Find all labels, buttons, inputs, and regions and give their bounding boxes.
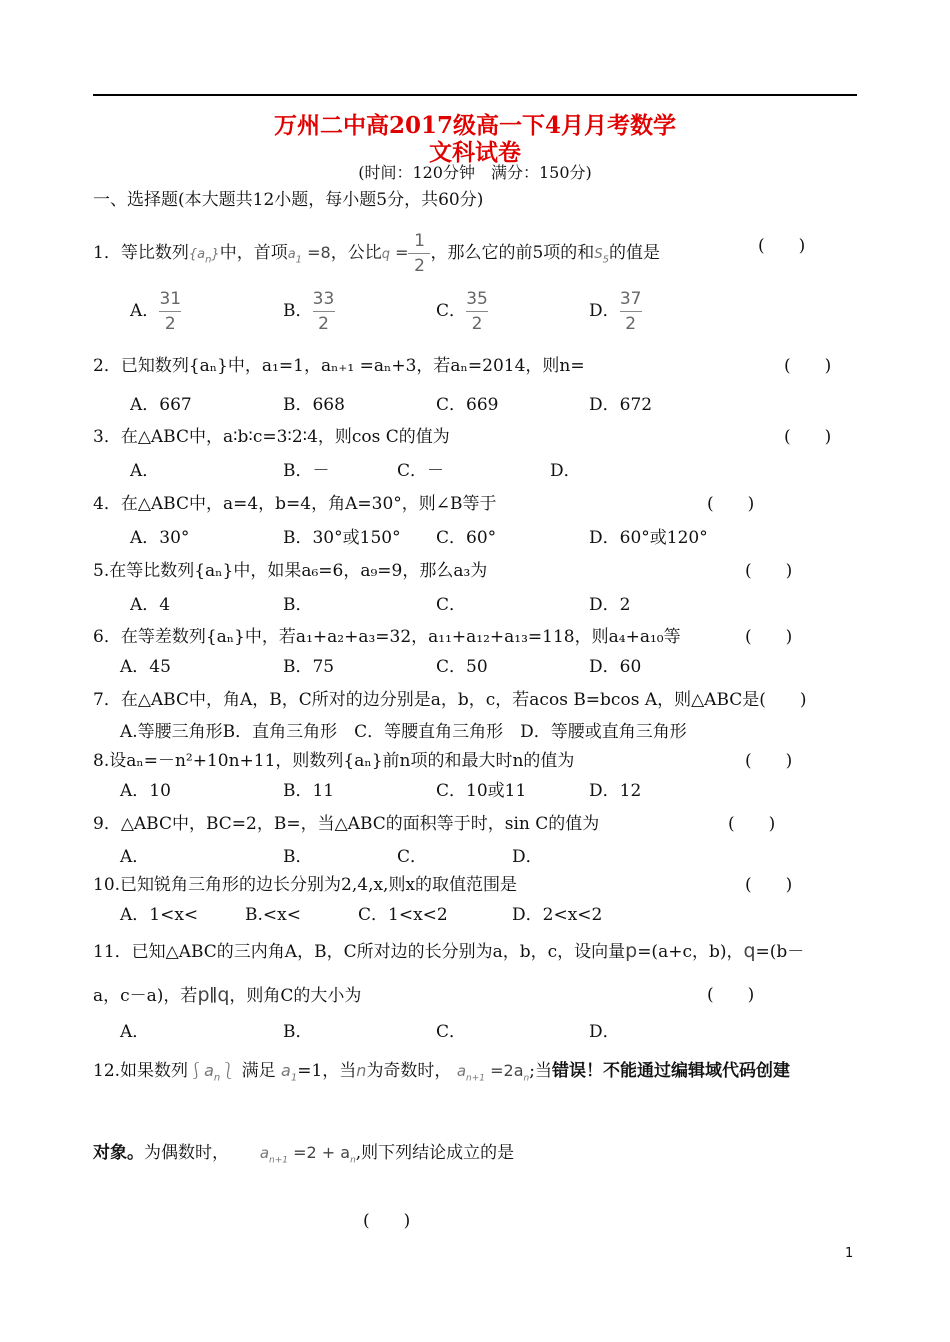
q4-option-b: B．30°或150°: [283, 528, 401, 548]
q5-option-d: D．2: [589, 595, 631, 615]
q1-option-c: C． $\frac{35}{2}$: [436, 289, 488, 334]
header-rule: [93, 94, 857, 96]
q9-option-d: D．: [512, 847, 543, 867]
question-3: 3．在△ABC中，a∶b∶c=3∶2∶4，则cos C的值为: [93, 427, 450, 447]
q8-option-c: C．10或11: [436, 781, 527, 801]
q5-option-b: B．: [283, 595, 313, 615]
q11-option-a: A．: [120, 1022, 150, 1042]
q3-option-d: D．: [550, 461, 581, 481]
q8-option-a: A．10: [120, 781, 171, 801]
q9-option-c: C．: [397, 847, 428, 867]
fraction: $\frac{1}{2}$: [408, 232, 430, 275]
answer-paren-8: ( ): [745, 751, 793, 771]
q1-option-b: B． $\frac{33}{2}$: [283, 289, 335, 334]
question-12-line2: 对象。为偶数时， $a_{n+1} =2 + a_n$,则下列结论成立的是: [93, 1143, 515, 1166]
q8-option-d: D．12: [589, 781, 642, 801]
question-7: 7．在△ABC中，角A，B，C所对的边分别是a，b，c，若acos B=bcos A，则△ABC是( ): [93, 690, 807, 710]
q3-option-c: C．－: [397, 461, 445, 481]
question-11: 11．已知△ABC的三内角A，B，C所对边的长分别为a，b，c，设向量p=(a+c，b)，q=(b－: [93, 940, 805, 962]
answer-paren-4: ( ): [707, 494, 755, 514]
question-4: 4．在△ABC中，a=4，b=4，角A=30°，则∠B等于: [93, 494, 497, 514]
answer-paren-5: ( ): [745, 561, 793, 581]
exam-title-line2: 文科试卷: [429, 139, 521, 166]
q2-option-d: D．672: [589, 395, 653, 415]
question-2: 2．已知数列{aₙ}中，a₁=1，aₙ₊₁ =aₙ+3，若aₙ=2014，则n=: [93, 356, 585, 376]
exam-title: 万州二中高2017级高一下4月月考数学: [273, 112, 677, 139]
q5-option-c: C．: [436, 595, 467, 615]
q9-option-b: B．: [283, 847, 313, 867]
question-8: 8.设aₙ=－n²+10n+11，则数列{aₙ}前n项的和最大时n的值为: [93, 751, 575, 771]
answer-paren-2: ( ): [784, 356, 832, 376]
answer-paren-12: ( ): [363, 1211, 411, 1231]
question-5: 5.在等比数列{aₙ}中，如果a₆=6，a₉=9，那么a₃为: [93, 561, 488, 581]
page-number: 1: [845, 1246, 854, 1261]
question-11-line2: a，c－a)，若p∥q，则角C的大小为: [93, 984, 362, 1006]
answer-paren-3: ( ): [784, 427, 832, 447]
answer-paren-10: ( ): [745, 875, 793, 895]
q11-option-b: B．: [283, 1022, 313, 1042]
section-heading: 一、选择题(本大题共12小题，每小题5分，共60分): [93, 190, 484, 210]
question-10: 10.已知锐角三角形的边长分别为2,4,x,则x的取值范围是: [93, 875, 518, 895]
q10-option-b: B.<x<: [245, 905, 301, 925]
q6-option-c: C．50: [436, 657, 488, 677]
q1-option-d: D． $\frac{37}{2}$: [589, 289, 642, 334]
q1-option-a: A． $\frac{31}{2}$: [130, 289, 182, 334]
q10-option-c: C．1<x<2: [358, 905, 448, 925]
q3-option-a: A．: [130, 461, 160, 481]
question-6: 6．在等差数列{aₙ}中，若a₁+a₂+a₃=32，a₁₁+a₁₂+a₁₃=118，则a₄+a₁₀等: [93, 627, 681, 647]
q5-option-a: A．4: [130, 595, 171, 615]
q10-option-a: A．1<x<: [120, 905, 199, 925]
q6-option-b: B．75: [283, 657, 335, 677]
q4-option-a: A．30°: [130, 528, 190, 548]
q8-option-b: B．11: [283, 781, 335, 801]
q4-option-d: D．60°或120°: [589, 528, 708, 548]
q6-option-d: D．60: [589, 657, 642, 677]
q2-option-b: B．668: [283, 395, 345, 415]
q3-option-b: B．－: [283, 461, 330, 481]
q2-option-a: A．667: [130, 395, 192, 415]
exam-subtitle: (时间：120分钟 满分：150分): [358, 163, 592, 182]
answer-paren-11: ( ): [707, 985, 755, 1005]
question-9: 9．△ABC中，BC=2，B=，当△ABC的面积等于时，sin C的值为: [93, 814, 600, 834]
q11-option-c: C．: [436, 1022, 467, 1042]
q4-option-c: C．60°: [436, 528, 497, 548]
question-1: 1．等比数列$\{a_n\}$中，首项$a_1 =8$，公比q = $\frac{1}{2}$ ，那么它的前5项的和$S_5$的值是: [93, 231, 660, 276]
answer-paren-9: ( ): [728, 814, 776, 834]
question-12: 12.如果数列$⎰a_n⎱$ 满足 $a_1=1$，当n为奇数时， $a_{n+1} =2a_n$;当错误！不能通过编辑域代码创建: [93, 1061, 790, 1084]
q11-option-d: D．: [589, 1022, 620, 1042]
q10-option-d: D．2<x<2: [512, 905, 603, 925]
q7-options: A.等腰三角形B．直角三角形 C．等腰直角三角形 D．等腰或直角三角形: [120, 722, 687, 742]
q9-option-a: A．: [120, 847, 150, 867]
answer-paren-1: ( ): [758, 236, 806, 256]
q6-option-a: A．45: [120, 657, 171, 677]
q2-option-c: C．669: [436, 395, 499, 415]
answer-paren-6: ( ): [745, 627, 793, 647]
